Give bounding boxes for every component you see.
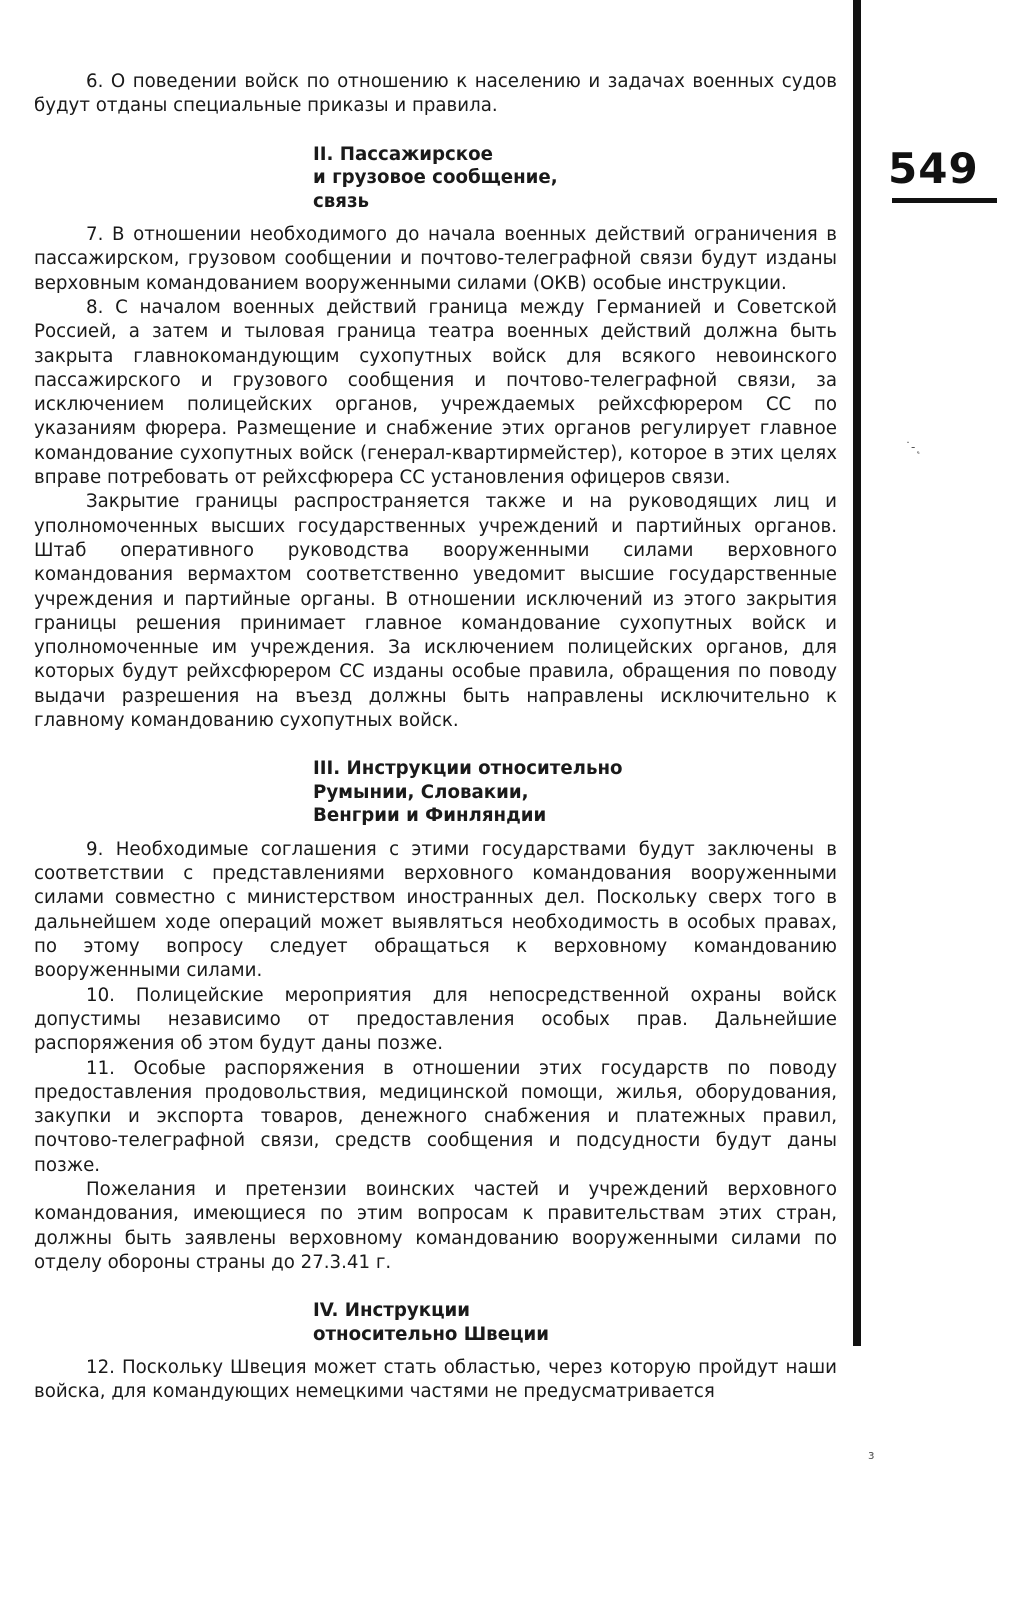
- paragraph-6: 6. О поведении войск по отношению к населению и задачах военных судов будут отданы специальные приказы и правила.: [34, 71, 837, 117]
- paragraph-8-continued: Закрытие границы распространяется также и на руководящих лиц и уполномоченных высших государственных учреждений и партийных органов. Штаб оперативного руководства вооруженными силами верховного командования вермахтом соответственно уведомит высшие государственные учреждения и партийные органы. В отношении исключений из этого закрытия границы решения принимает главное командование сухопутных войск и уполномоченные им учреждения. За исключением полицейских органов, для которых будут рейхсфюрером СС изданы особые правила, обращения по поводу выдачи разрешения на въезд должны быть направлены исключительно к главному командованию сухопутных войск.: [34, 491, 837, 732]
- margin-mark: ˙‐˛: [905, 440, 922, 454]
- paragraph-7: 7. В отношении необходимого до начала военных действий ограничения в пассажирском, грузовом сообщении и почтово-телеграфной связи будут изданы верховным командованием вооруженными силами (ОКВ) особые инструкции.: [34, 224, 837, 294]
- section-heading-3: III. Инструкции относительно Румынии, Словакии, Венгрии и Финляндии: [313, 758, 623, 827]
- margin-mark: ɜ: [868, 1448, 875, 1462]
- paragraph-12: 12. Поскольку Швеция может стать областью, через которую пройдут наши войска, для командующих немецкими частями не предусматривается: [34, 1357, 837, 1403]
- page-number-underline: [892, 198, 997, 203]
- section-heading-4: IV. Инструкции относительно Швеции: [313, 1300, 549, 1345]
- paragraph-11-continued: Пожелания и претензии воинских частей и учреждений верховного командования, имеющиеся по этим вопросам к правительствам этих стран, должны быть заявлены верховному командованию вооруженными силами по отделу обороны страны до 27.3.41 г.: [34, 1178, 837, 1273]
- paragraph-11: 11. Особые распоряжения в отношении этих государств по поводу предоставления продовольствия, медицинской помощи, жилья, оборудования, закупки и экспорта товаров, денежного снабжения и платежных правил, почтово-телеграфной связи, средств сообщения и подсудности будут даны позже.: [34, 1057, 837, 1176]
- margin-rule: [853, 0, 861, 1346]
- page-number: 549: [888, 144, 979, 193]
- section-heading-2: II. Пассажирское и грузовое сообщение, связь: [313, 143, 558, 212]
- paragraph-9: 9. Необходимые соглашения с этими государствами будут заключены в соответствии с представлениями верховного командования вооруженными силами совместно с министерством иностранных дел. Поскольку сверх того в дальнейшем ходе операций может выявляться необходимость в особых правах, по этому вопросу следует обращаться к верховному командованию вооруженными силами.: [34, 838, 837, 982]
- paragraph-8: 8. С началом военных действий граница между Германией и Советской Россией, а затем и тыловая граница театра военных действий должна быть закрыта главнокомандующим сухопутных войск для всякого невоинского пассажирского и грузового сообщения и почтово-телеграфной связи, за исключением полицейских органов, учреждаемых рейхсфюрером СС по указаниям фюрера. Размещение и снабжение этих органов регулирует главное командование сухопутных войск (генерал-квартирмейстер), которое в этих целях вправе потребовать от рейхсфюрера СС установления офицеров связи.: [34, 296, 837, 489]
- paragraph-10: 10. Полицейские мероприятия для непосредственной охраны войск допустимы независимо от предоставления особых прав. Дальнейшие распоряжения об этом будут даны позже.: [34, 984, 837, 1055]
- main-text: [34, 70, 837, 1405]
